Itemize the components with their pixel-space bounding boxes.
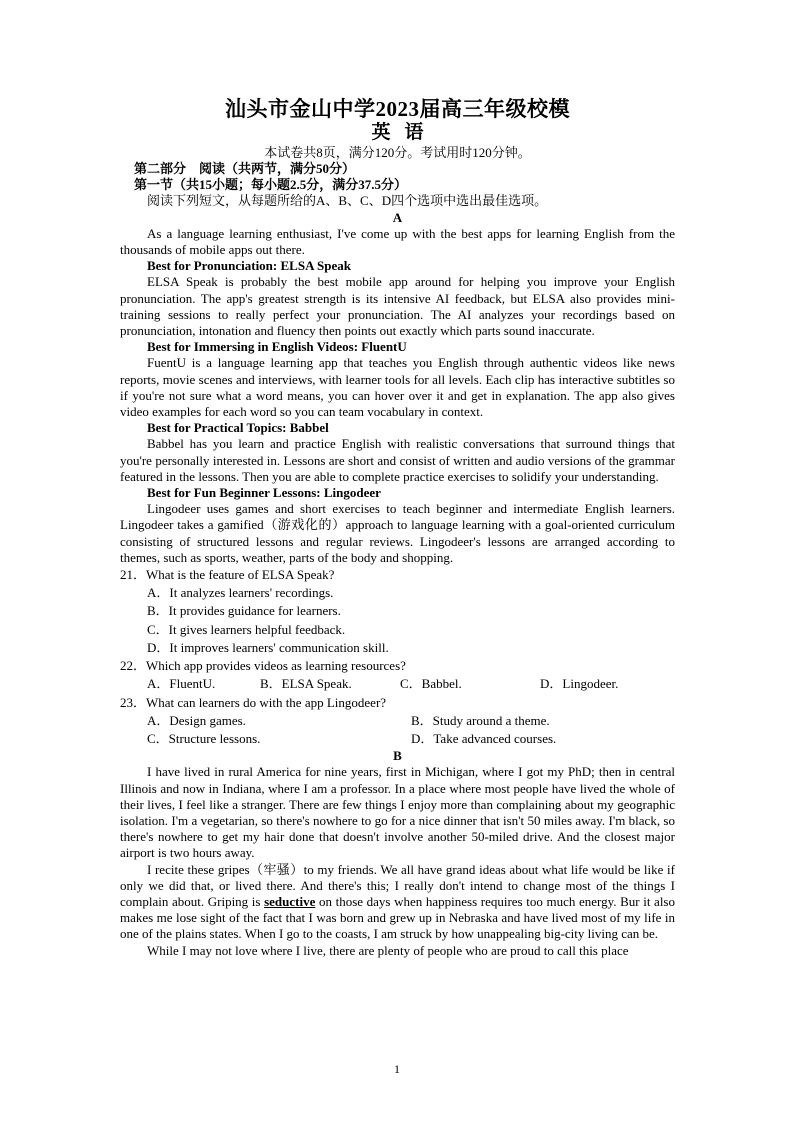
underlined-word: seductive bbox=[264, 893, 316, 909]
q23-option-d[interactable]: D．Take advanced courses. bbox=[411, 730, 557, 746]
app-text-elsa: ELSA Speak is probably the best mobile app around for helping you improve your English pronunciation. The app's greatest strength is its intensive AI feedback, but ELSA also provides mini-training sessions to really perfect your pronunciation. The AI analyzes your recordings based on pronunciation, intonation and fluency then points out exactly which parts sound inaccurate. bbox=[120, 274, 675, 339]
app-heading-fluentu: Best for Immersing in English Videos: FluentU bbox=[147, 339, 407, 355]
exam-subject: 英语 bbox=[371, 122, 438, 143]
q21-option-b[interactable]: B．It provides guidance for learners. bbox=[147, 603, 341, 619]
q22-option-b[interactable]: B．ELSA Speak. bbox=[260, 676, 352, 692]
page-number: 1 bbox=[394, 1062, 400, 1076]
q21-option-a[interactable]: A．It analyzes learners' recordings. bbox=[147, 585, 334, 601]
passage-a-letter: A bbox=[392, 209, 403, 225]
part-heading: 第二部分 阅读（共两节，满分50分） bbox=[134, 161, 356, 176]
exam-title: 汕头市金山中学2023届高三年级校模 bbox=[225, 97, 570, 121]
question-22: 22．Which app provides videos as learning resources? bbox=[120, 658, 406, 674]
q23-options-row2 bbox=[120, 730, 675, 748]
q23-option-b[interactable]: B．Study around a theme. bbox=[411, 712, 550, 728]
exam-info: 本试卷共8页，满分120分。考试用时120分钟。 bbox=[264, 145, 531, 160]
app-text-lingodeer: Lingodeer uses games and short exercises to teach beginner and intermediate English learners. Lingodeer takes a gamified（游戏化的）approach to language learning with a goal-oriented curriculum consisting of structured lessons and regular reviews. Lingodeer's lessons are arranged according to themes, such as sports, weather, parts of the body and shopping. bbox=[120, 501, 675, 565]
passage-a-intro: As a language learning enthusiast, I've come up with the best apps for learning English from the thousands of mobile apps out there. bbox=[120, 225, 675, 258]
passage-b-paragraph-1: I have lived in rural America for nine years, first in Michigan, where I got my PhD; then in central Illinois and now in Indiana, where I am a professor. In a place where most people have lived the whole of their lives, I feel like a stranger. There are few things I enjoy more than complaining about my geographic isolation. I'm a vegetarian, so there's nowhere to go for a nice dinner that isn't 50 miles away. I'm black, so there's nowhere to get my hair done that doesn't involve another 50-miled drive. And the closest major airport is two hours away. bbox=[120, 764, 675, 861]
q21-option-c[interactable]: C．It gives learners helpful feedback. bbox=[147, 621, 346, 637]
passage-b-paragraph-3: While I may not love where I live, there are plenty of people who are proud to call this place bbox=[147, 942, 629, 958]
app-text-babbel: Babbel has you learn and practice English with realistic conversations that surround things that you're personally interested in. Lessons are short and consist of written and audio versions of the grammar featured in the lessons. Then you are able to complete practice exercises to solidify your understanding. bbox=[120, 436, 675, 484]
app-heading-babbel: Best for Practical Topics: Babbel bbox=[147, 420, 329, 436]
q22-option-d[interactable]: D．Lingodeer. bbox=[540, 676, 619, 692]
q23-option-c[interactable]: C．Structure lessons. bbox=[147, 730, 261, 746]
passage-b-letter: B bbox=[393, 748, 402, 764]
q22-option-c[interactable]: C．Babbel. bbox=[400, 676, 462, 692]
exam-page bbox=[120, 96, 675, 959]
p2-text-before: I recite these gripes（牢骚）to my friends. We all have grand ideas about what life would be like if only we did that, or lived there. And there's this; I really don't intend to change most of the things I complain about. Griping is bbox=[120, 861, 675, 909]
q22-option-a[interactable]: A．FluentU. bbox=[147, 676, 216, 692]
question-23: 23．What can learners do with the app Lingodeer? bbox=[120, 694, 387, 710]
section-heading: 第一节（共15小题；每小题2.5分，满分37.5分） bbox=[134, 177, 408, 193]
q23-option-a[interactable]: A．Design games. bbox=[147, 712, 246, 728]
q21-option-d[interactable]: D．It improves learners' communication skill. bbox=[147, 639, 389, 655]
app-text-fluentu: FuentU is a language learning app that teaches you English through authentic videos like news reports, movie scenes and interviews, with learner tools for all levels. Each clip has interactive subtitles so if you're not sure what a word means, you can hover over it and get in explanation. The app also gives video examples for each word so you can team vocabulary in context. bbox=[120, 355, 675, 420]
app-heading-lingodeer: Best for Fun Beginner Lessons: Lingodeer bbox=[147, 485, 381, 501]
passage-b-paragraph-2 bbox=[120, 862, 675, 943]
q23-options-row1 bbox=[120, 712, 675, 730]
question-21: 21．What is the feature of ELSA Speak? bbox=[120, 567, 335, 583]
p2-text-after: on those days when happiness requires too much energy. Bur it also makes me lose sight of the fact that I was born and grew up in Nebraska and have lived most of my life in one of the plains states. When I go to the coasts, I am struck by how unappealing big-city living can be. bbox=[120, 893, 675, 942]
q22-options bbox=[120, 675, 675, 693]
instruction: 阅读下列短文，从每题所给的A、B、C、D四个选项中选出最佳选项。 bbox=[147, 193, 548, 209]
app-heading-elsa: Best for Pronunciation: ELSA Speak bbox=[147, 258, 351, 274]
